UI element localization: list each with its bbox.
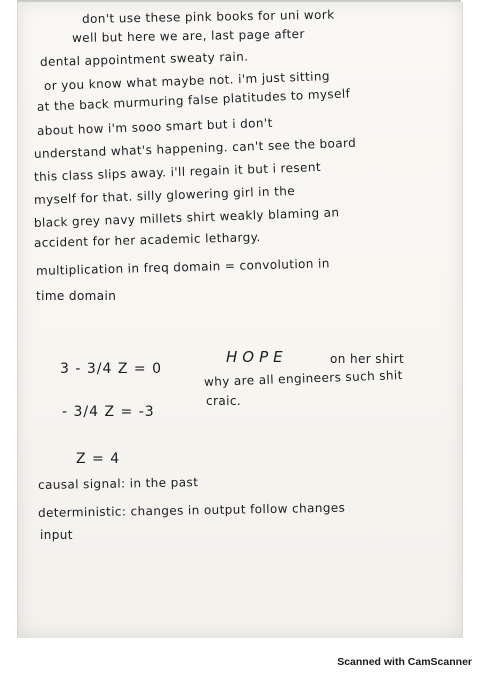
handwritten-line: deterministic: changes in output follow changes — [37, 500, 346, 520]
handwritten-line: about how i'm sooo smart but i don't — [36, 115, 273, 138]
handwritten-line: causal signal: in the past — [37, 475, 199, 492]
side-note-line: why are all engineers such shit — [203, 368, 403, 389]
handwritten-line: understand what's happening. can't see the board — [33, 135, 357, 161]
handwritten-line: or you know what maybe not. i'm just sitting — [43, 69, 331, 93]
math-equation: 3 - 3/4 Z = 0 — [60, 361, 162, 377]
handwritten-line: myself for that. silly glowering girl in the — [33, 183, 296, 207]
side-note-line: craic. — [206, 394, 242, 408]
handwritten-line: input — [40, 528, 73, 542]
handwritten-line: black grey navy millets shirt weakly blaming an — [33, 205, 340, 230]
handwritten-line: this class slips away. i'll regain it but i resent — [33, 159, 322, 184]
handwritten-line: at the back murmuring false platitudes to myself — [36, 86, 351, 114]
handwritten-line: multiplication in freq domain = convolution in — [35, 256, 330, 278]
handwritten-line: time domain — [36, 289, 117, 303]
handwritten-line: dental appointment sweaty rain. — [39, 49, 249, 69]
handwritten-line: well but here we are, last page after — [71, 26, 305, 45]
handwritten-line: don't use these pink books for uni work — [81, 7, 335, 26]
hope-word: HOPE — [226, 348, 288, 366]
side-note-line: on her shirt — [330, 352, 405, 366]
camscanner-watermark: Scanned with CamScanner — [337, 656, 472, 668]
math-equation: - 3/4 Z = -3 — [62, 404, 155, 420]
handwritten-line: accident for her academic lethargy. — [33, 230, 261, 250]
math-equation: Z = 4 — [76, 451, 121, 467]
